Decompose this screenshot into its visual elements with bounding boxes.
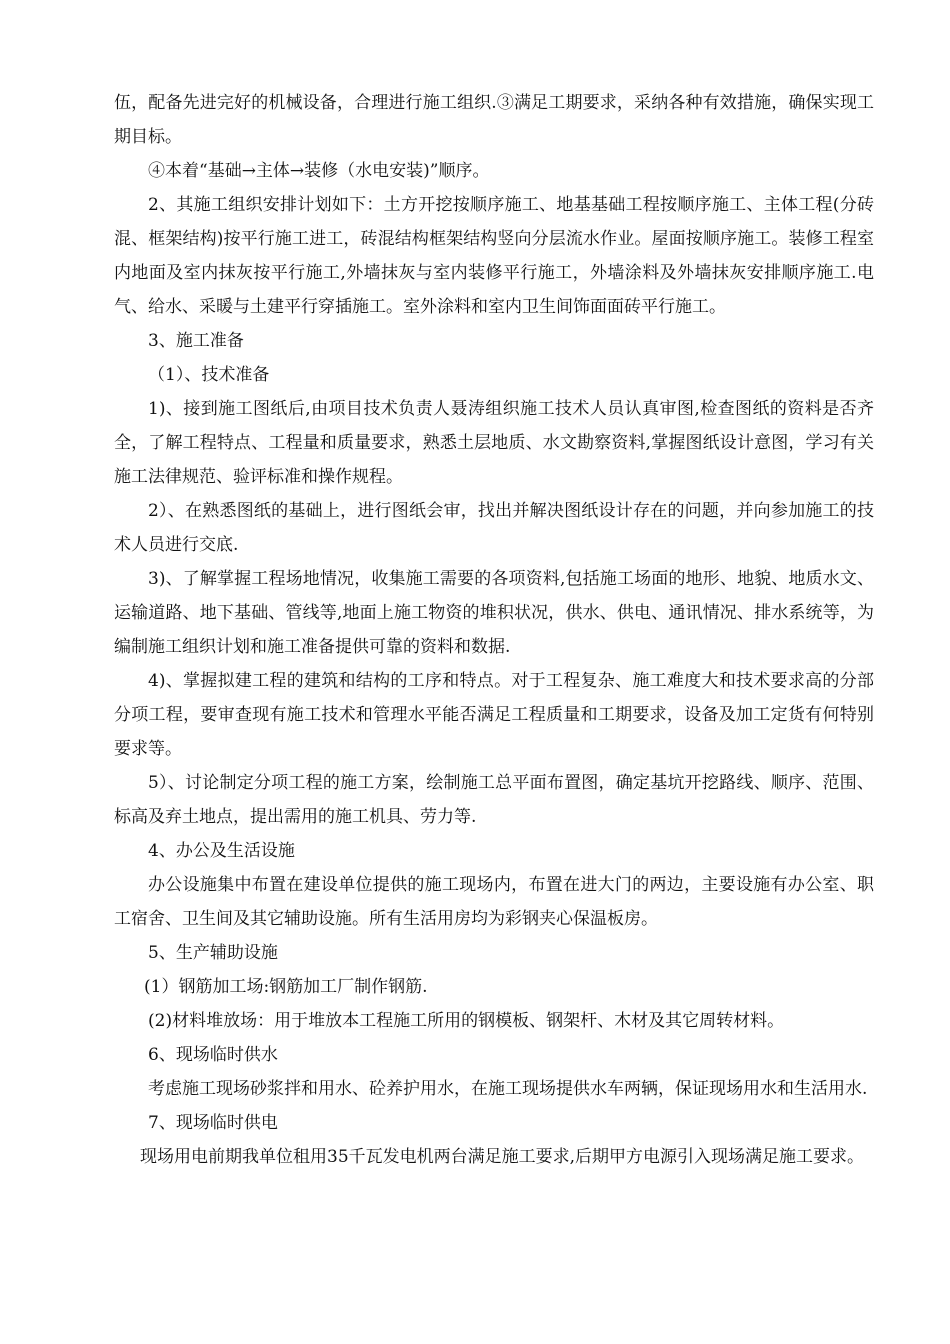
paragraph-office-facilities: 办公设施集中布置在建设单位提供的施工现场内，布置在进大门的两边，主要设施有办公室、职工宿舍、卫生间及其它辅助设施。所有生活用房均为彩钢夹心保温板房。 — [114, 875, 874, 929]
paragraph-construction-order: ④本着“基础→主体→装修（水电安装)”顺序。 — [148, 161, 490, 181]
paragraph-process-characteristics: 4)、掌握拟建工程的建筑和结构的工序和特点。对于工程复杂、施工难度大和技术要求高的分部分项工程，要审查现有施工技术和管理水平能否满足工程质量和工期要求，设备及加工定货有何特别要求等。 — [114, 671, 874, 759]
paragraph-rebar-yard: (1）钢筋加工场:钢筋加工厂制作钢筋. — [144, 977, 428, 997]
heading-technical-preparation: （1）、技术准备 — [148, 365, 270, 385]
paragraph-organization-plan: 2、其施工组织安排计划如下：土方开挖按顺序施工、地基基础工程按顺序施工、主体工程(分砖混、框架结构)按平行施工进工，砖混结构框架结构竖向分层流水作业。屋面按顺序施工。装修工程室内地面及室内抹灰按平行施工,外墙抹灰与室内装修平行施工，外墙涂料及外墙抹灰安排顺序施工.电气、给水、采暖与土建平行穿插施工。室外涂料和室内卫生间饰面面砖平行施工。 — [114, 195, 874, 317]
paragraph-drawing-joint-review: 2）、在熟悉图纸的基础上，进行图纸会审，找出并解决图纸设计存在的问题，并向参加施工的技术人员进行交底. — [114, 501, 874, 555]
paragraph-power-supply: 现场用电前期我单位租用35千瓦发电机两台满足施工要求,后期甲方电源引入现场满足施工要求。 — [140, 1147, 865, 1167]
heading-production-auxiliary-facilities: 5、生产辅助设施 — [148, 943, 278, 963]
heading-temporary-water-supply: 6、现场临时供水 — [148, 1045, 278, 1065]
paragraph-schedule-measures: 伍，配备先进完好的机械设备，合理进行施工组织.③满足工期要求，采纳各种有效措施，确保实现工期目标。 — [114, 93, 874, 147]
document-body — [114, 86, 874, 1174]
paragraph-water-supply: 考虑施工现场砂浆拌和用水、砼养护用水，在施工现场提供水车两辆，保证现场用水和生活用水. — [148, 1079, 868, 1099]
paragraph-construction-scheme: 5）、讨论制定分项工程的施工方案，绘制施工总平面布置图，确定基坑开挖路线、顺序、范围、标高及弃土地点，提出需用的施工机具、劳力等. — [114, 773, 874, 827]
heading-office-living-facilities: 4、办公及生活设施 — [148, 841, 295, 861]
heading-construction-preparation: 3、施工准备 — [148, 331, 244, 351]
paragraph-site-survey: 3)、了解掌握工程场地情况，收集施工需要的各项资料,包括施工场面的地形、地貌、地质水文、运输道路、地下基础、管线等,地面上施工物资的堆积状况，供水、供电、通讯情况、排水系统等，为编制施工组织计划和施工准备提供可靠的资料和数据. — [114, 569, 874, 657]
paragraph-material-yard: (2)材料堆放场：用于堆放本工程施工所用的钢模板、钢架杆、木材及其它周转材料。 — [148, 1011, 785, 1031]
heading-temporary-power-supply: 7、现场临时供电 — [148, 1113, 278, 1133]
paragraph-drawing-review: 1)、接到施工图纸后,由项目技术负责人聂涛组织施工技术人员认真审图,检查图纸的资料是否齐全，了解工程特点、工程量和质量要求，熟悉土层地质、水文勘察资料,掌握图纸设计意图，学习有关施工法律规范、验评标准和操作规程。 — [114, 399, 874, 487]
